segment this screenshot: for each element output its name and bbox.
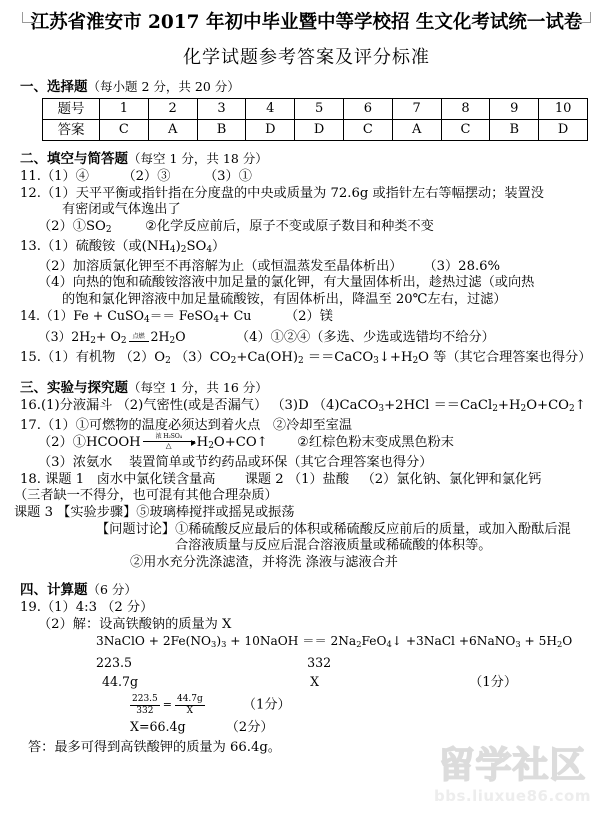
answer-text: +2HCl ＝＝CaCl — [384, 397, 493, 413]
subscript: 2 — [208, 441, 214, 452]
section-2-number: 二、 — [20, 151, 47, 168]
section-3-name: 实验与探究题 — [47, 379, 128, 396]
answer-text: ↓+H — [378, 350, 413, 366]
answer-text: （4）①②④（多选、少选或选错均不给分） — [235, 330, 495, 346]
subscript: 2 — [180, 245, 187, 256]
fraction-denominator: X — [186, 705, 194, 716]
equation-text: O — [562, 634, 573, 649]
subscript: 3 — [515, 639, 521, 650]
answer-text: ＝＝ FeSO — [149, 308, 214, 324]
table-cell: 9 — [490, 99, 539, 120]
subscript: 2 — [557, 639, 563, 650]
subscript: 2 — [568, 404, 575, 415]
answer-text: ↑ — [574, 397, 586, 413]
subscript: 2 — [230, 356, 237, 367]
answer-item-11: 11.（1）④ （2）③ （3）① — [20, 169, 252, 185]
answer-item-13-line1 — [0, 239, 613, 259]
answer-text: （2）①HCOOH — [38, 435, 141, 451]
answer-text: （2）镁 — [284, 309, 333, 325]
table-cell: B — [197, 120, 246, 141]
answer-item-17-line2 — [0, 434, 613, 455]
crop-mark-top-right — [572, 12, 591, 23]
computed-result: X=66.4g — [130, 719, 186, 735]
subscript: 3 — [221, 639, 227, 650]
subscript: 2 — [492, 404, 498, 415]
section-1-name: 选择题 — [47, 79, 88, 96]
table-cell: 8 — [441, 99, 490, 120]
subscript: 2 — [412, 356, 419, 367]
equals-sign: = — [162, 698, 172, 712]
molar-mass-product: 332 — [307, 655, 332, 671]
proportion-equation-row — [0, 694, 613, 716]
table-cell: C — [343, 120, 392, 141]
section-2-note: （每空 1 分，共 18 分） — [128, 151, 268, 167]
answer-item-19-line1: 19.（1）4:3 （2 分） — [20, 600, 154, 616]
reaction-condition-label-top: 浓 H₂SO₄ — [155, 433, 182, 441]
arrow-head-icon — [191, 440, 196, 446]
answer-text: O+CO↑ — [213, 435, 268, 451]
answer-text: 14.（1）Fe + CuSO — [20, 308, 144, 324]
table-cell: 3 — [197, 99, 246, 120]
answer-item-14-line1 — [0, 308, 613, 329]
table-cell: D — [246, 120, 295, 141]
table-cell: 5 — [295, 99, 344, 120]
section-4-note: （6 分） — [87, 582, 137, 598]
answer-text: ②化学反应前后，原子不变或原子数目和种类不变 — [145, 218, 434, 234]
molar-mass-row — [0, 655, 613, 673]
section-3-heading — [20, 376, 613, 396]
answer-text: （3）CO — [170, 350, 231, 366]
table-cell: C — [441, 120, 490, 141]
answer-text: O 等（其它合理答案也得分） — [418, 350, 592, 366]
answer-text: ＝＝CaCO — [303, 350, 374, 366]
subscript: 2 — [520, 404, 527, 415]
answer-text: ） — [212, 238, 226, 254]
known-quantity-row — [0, 674, 613, 692]
unknown-symbol: X — [310, 673, 320, 689]
row-header-answer: 答案 — [43, 120, 100, 141]
page-subtitle: 化学试题参考答案及评分标准 — [183, 47, 430, 69]
answer-text: O+CO — [526, 397, 569, 413]
score-annotation: （1分） — [469, 674, 518, 690]
reaction-condition-label: 点燃 — [132, 332, 145, 340]
subscript: 4 — [386, 639, 392, 650]
reaction-condition-sulfuric-acid — [143, 434, 195, 451]
subscript: 4 — [206, 245, 213, 256]
equation-text: 3NaClO + 2Fe(NO — [96, 634, 212, 649]
final-answer-statement: 答：最多可得到高铁酸钾的质量为 66.4g。 — [28, 739, 281, 755]
score-annotation: （1分） — [242, 697, 291, 713]
answer-sheet-page — [0, 12, 613, 828]
subscript: 2 — [297, 356, 304, 367]
fraction-left — [130, 694, 160, 716]
answer-text: ②红棕色粉末变成黑色粉末 — [297, 435, 454, 451]
table-cell: 7 — [392, 99, 441, 120]
answer-text: H — [196, 435, 209, 451]
subscript: 2 — [356, 639, 362, 650]
section-1-heading — [20, 75, 613, 95]
table-cell: C — [100, 120, 149, 141]
subscript: 4 — [144, 315, 150, 326]
answer-item-18-line6: ②用水充分洗涤滤渣，并将洗 涤液与滤液合并 — [130, 554, 398, 570]
answer-item-13-line4: 的饱和氯化钾溶液中加足量硫酸铵，有固体析出，降温至 20℃左右，过滤） — [62, 291, 507, 307]
answer-item-12-line2: 有密闭或气体逸出了 — [62, 202, 181, 218]
table-cell: D — [539, 120, 588, 141]
section-3-number: 三、 — [20, 379, 47, 396]
answer-text: （2）①SO — [38, 218, 106, 234]
answer-text: 15.（1）有机物 （2）O — [20, 350, 166, 366]
known-mass-value: 44.7g — [102, 673, 139, 689]
answer-item-18-line5: 合溶液质量与反应后混合溶液质量或稀硫酸的体积等。 — [175, 538, 492, 554]
table-row-question-numbers — [43, 99, 588, 120]
table-cell: 10 — [539, 99, 588, 120]
row-header-question: 题号 — [43, 99, 100, 120]
molar-mass-reactant: 223.5 — [96, 655, 133, 671]
subscript: 2 — [169, 336, 176, 347]
section-4-name: 计算题 — [47, 582, 88, 599]
answer-text: 2H — [150, 329, 170, 345]
subscript: 2 — [165, 356, 171, 367]
table-cell: 2 — [148, 99, 197, 120]
answer-item-18-line2: （三者缺一不得分，也可混有其他合理杂质） — [14, 488, 278, 504]
answer-text: + O — [95, 329, 121, 345]
answer-item-18-line4: 【问题讨论】①稀硫酸反应最后的体积或稀硫酸反应前后的质量，或加入酚酞后混 — [96, 521, 571, 537]
fraction-numerator: 44.7g — [176, 694, 203, 705]
page-title: 江苏省淮安市 2017 年初中毕业暨中等学校招 生文化考试统一试卷 — [30, 12, 583, 33]
table-cell: 1 — [100, 99, 149, 120]
answer-item-14-line2 — [0, 329, 613, 350]
answer-item-17-line3: （3）浓氨水 装置简单或节约药品或环保（其它合理答案也得分） — [38, 455, 433, 471]
subscript: 2 — [120, 336, 127, 347]
reaction-condition-ignition — [129, 334, 149, 342]
fraction-right — [175, 694, 205, 716]
equation-text: + 10NaOH ＝＝ 2Na — [226, 634, 357, 649]
answer-text: +H — [497, 397, 521, 413]
answer-item-15 — [0, 350, 613, 370]
answer-text: O — [175, 329, 186, 345]
section-4-heading — [20, 578, 613, 598]
subscript: 3 — [373, 356, 379, 367]
reaction-condition-label-bottom: △ — [165, 441, 172, 451]
balanced-chemical-equation — [0, 633, 613, 653]
answer-item-17-line1: 17.（1）①可燃物的温度必须达到着火点 ②冷却至室温 — [20, 417, 353, 433]
fraction-denominator: 332 — [136, 705, 154, 716]
equation-text: ) — [216, 634, 222, 649]
score-annotation: （2分） — [225, 720, 274, 736]
answer-item-18-line3: 课题 3 【实验步骤】⑤玻璃棒搅拌或摇晃或振荡 — [14, 504, 295, 520]
answer-text: 16.(1)分液漏斗 （2)气密性(或是否漏气） （3)D （4)CaCO — [20, 397, 379, 413]
section-1-number: 一、 — [20, 79, 47, 96]
watermark-main-text: 留学社区 — [438, 745, 587, 786]
table-cell: B — [490, 120, 539, 141]
result-row — [0, 719, 613, 737]
watermark-url-text: bbs.liuxue86.com — [434, 787, 591, 805]
answer-item-12-line3 — [0, 219, 613, 239]
section-2-heading — [20, 147, 613, 167]
table-cell: 4 — [246, 99, 295, 120]
equation-text: + 5H — [520, 634, 558, 649]
crop-mark-top-left — [22, 12, 41, 23]
answer-item-18-line1: 18. 课题 1 卤水中氯化镁含量高 课题 2 （1）盐酸 （2）氯化钠、氯化钾和氯化钙 — [20, 471, 542, 487]
subscript: 4 — [169, 245, 176, 256]
answer-text: （3）2H — [38, 329, 91, 345]
answer-item-19-line2: （2）解：设高铁酸钠的质量为 X — [38, 616, 232, 632]
reaction-line — [129, 341, 149, 342]
table-cell: A — [392, 120, 441, 141]
subscript: 2 — [105, 225, 112, 236]
subscript: 3 — [378, 404, 385, 415]
answer-text: + Cu — [219, 308, 252, 324]
answer-item-13-line3: （4）向热的饱和硫酸铵溶液中加足量的氯化钾，有大量固体析出，趁热过滤（或向热 — [38, 275, 535, 291]
section-3-note: （每空 1 分，共 16 分） — [128, 379, 268, 395]
answer-text: 13.（1）硫酸铵（或(NH — [20, 238, 170, 254]
answer-item-12-line1: 12.（1）天平平衡或指针指在分度盘的中央或质量为 72.6g 或指针左右等幅摆动；装置没 — [20, 185, 544, 201]
answer-text: SO — [186, 238, 207, 254]
equation-text: FeO — [361, 634, 387, 649]
answer-text: ) — [175, 238, 181, 254]
section-2-name: 填空与简答题 — [47, 151, 128, 168]
table-row-answers — [43, 120, 588, 141]
subscript: 3 — [211, 639, 217, 650]
equation-text: ↓ +3NaCl +6NaNO — [391, 634, 516, 649]
table-cell: A — [148, 120, 197, 141]
multiple-choice-answer-table — [42, 98, 588, 141]
subscript: 4 — [213, 315, 220, 326]
answer-text: +Ca(OH) — [236, 350, 298, 366]
answer-item-16 — [0, 398, 613, 418]
section-4-number: 四、 — [20, 582, 47, 599]
table-cell: 6 — [343, 99, 392, 120]
subscript: 2 — [90, 336, 96, 347]
section-1-note: （每小题 2 分，共 20 分） — [87, 79, 240, 95]
answer-item-13-line2: （2）加溶质氯化钾至不再溶解为止（或恒温蒸发至晶体析出） （3）28.6% — [38, 258, 501, 274]
fraction-numerator: 223.5 — [132, 694, 158, 705]
table-cell: D — [295, 120, 344, 141]
